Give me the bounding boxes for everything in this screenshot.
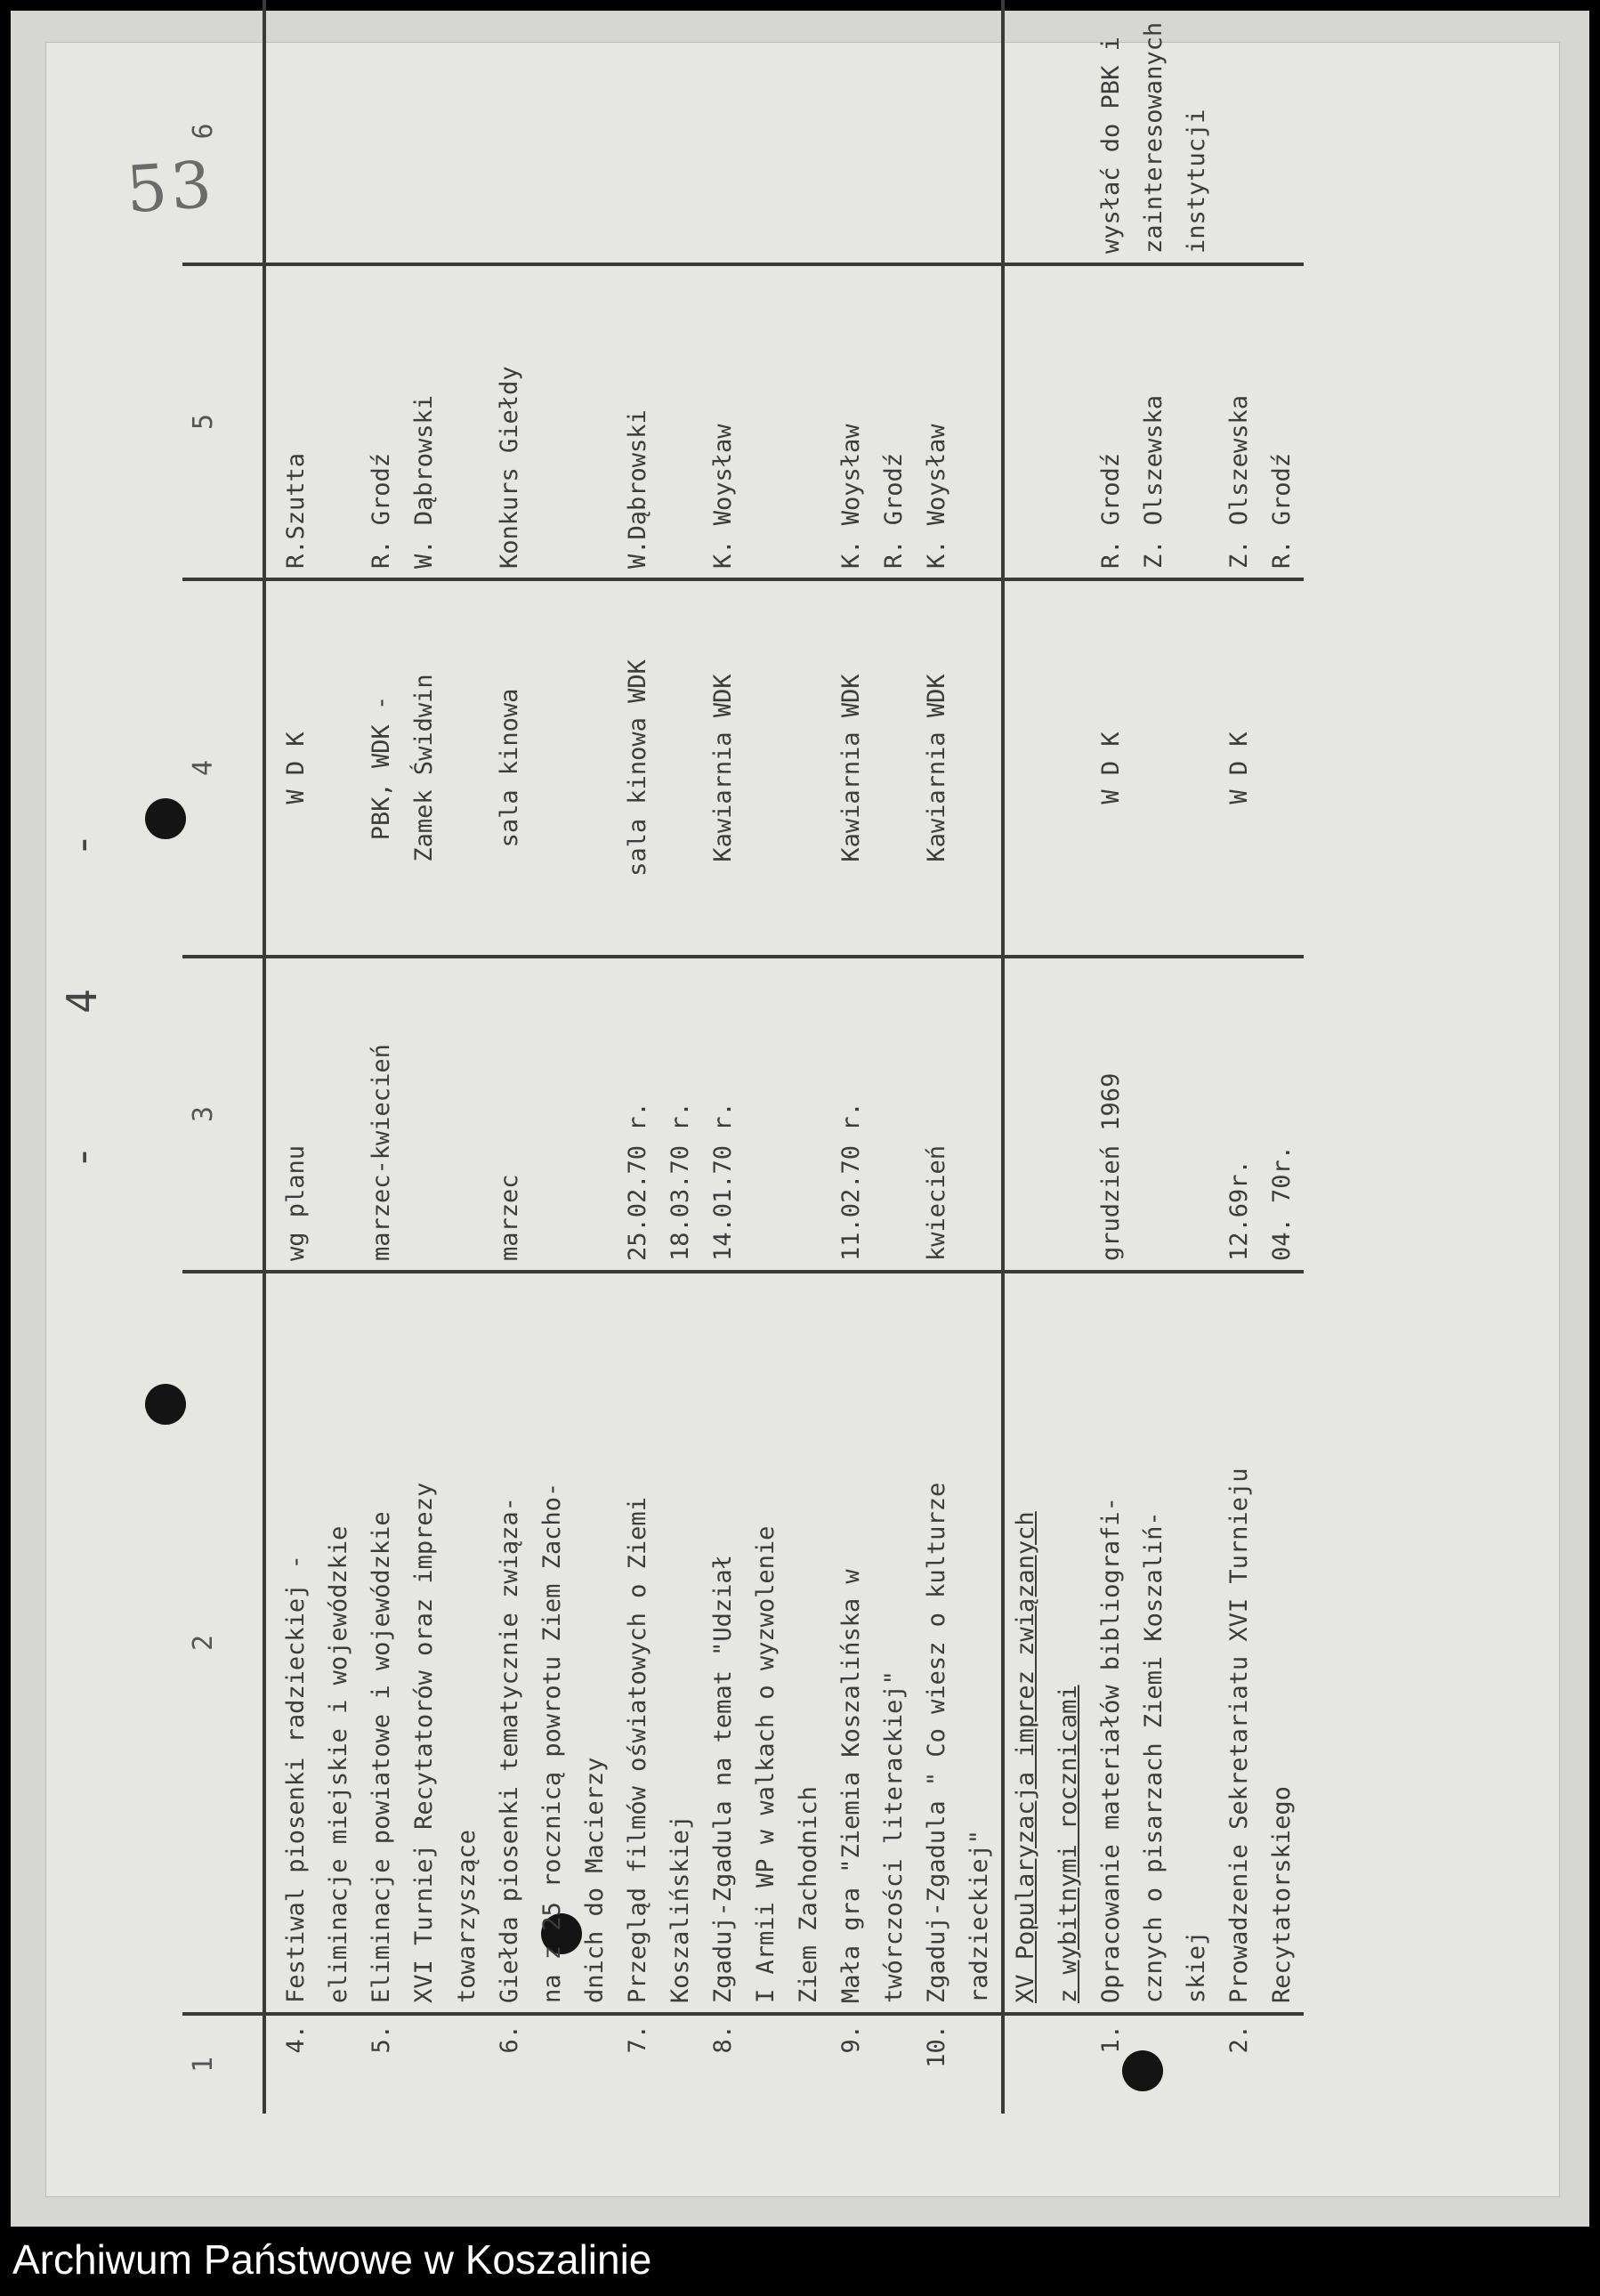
cell-line: Z. Olszewska — [1140, 394, 1168, 569]
cell-notes — [617, 0, 702, 264]
cell-place — [1090, 579, 1218, 957]
cell-notes — [916, 0, 1003, 264]
cell-line: Recytatorskiego — [1268, 1786, 1296, 2003]
cell-line: wg planu — [282, 1144, 310, 1261]
cell-no: 1. — [1090, 2014, 1218, 2114]
cell-no: 9. — [830, 2014, 916, 2114]
cell-desc — [916, 1272, 1003, 2014]
cell-date — [275, 957, 360, 1272]
table-row — [617, 0, 702, 2114]
cell-line: kwiecień — [923, 1144, 950, 1261]
cell-desc — [1090, 1272, 1218, 2014]
cell-line: W D K — [282, 732, 310, 804]
column-header: 6 — [182, 0, 264, 264]
cell-date — [360, 957, 489, 1272]
cell-line: dnich do Macierzy — [581, 1757, 609, 2003]
cell-line: Festiwal piosenki radzieckiej - — [282, 1555, 310, 2003]
handwritten-page-number: 53 — [124, 146, 218, 228]
cell-line: grudzień 1969 — [1097, 1072, 1125, 1261]
cell-line: Kawiarnia WDK — [837, 674, 865, 862]
table-row — [702, 0, 830, 2114]
cell-line: Kawiarnia WDK — [923, 674, 950, 862]
cell-line: marzec — [496, 1174, 523, 1261]
document-heading: - 4 - — [58, 779, 106, 1170]
cell-resp — [702, 264, 830, 579]
cell-line: W. Dąbrowski — [410, 394, 438, 569]
column-header: 1 — [182, 2014, 264, 2114]
cell-line: 12.69r. — [1225, 1160, 1253, 1261]
cell-resp — [360, 264, 489, 579]
cell-notes — [489, 0, 617, 264]
cell-line: twórczości literackiej" — [880, 1670, 908, 2003]
cell-line: K. Woysław — [709, 424, 737, 569]
cell-notes — [830, 0, 916, 264]
cell-line: PBK, WDK - — [368, 695, 395, 841]
cell-notes — [360, 0, 489, 264]
table-header-row — [182, 0, 264, 2114]
cell-line: Prowadzenie Sekretariatu XVI Turnieju — [1225, 1467, 1253, 2003]
cell-line: XVI Turniej Recytatorów oraz imprezy — [410, 1482, 438, 2003]
cell-desc — [489, 1272, 617, 2014]
cell-line: R. Grodź — [368, 452, 395, 569]
cell-line: Kawiarnia WDK — [709, 674, 737, 862]
cell-line: Opracowanie materiałów bibliografi- — [1097, 1497, 1125, 2003]
column-header: 4 — [182, 579, 264, 957]
column-header: 5 — [182, 264, 264, 579]
cell-desc — [702, 1272, 830, 2014]
cell-date — [617, 957, 702, 1272]
cell-notes — [1218, 0, 1304, 264]
cell-line: R. Grodź — [880, 452, 908, 569]
cell-line: Giełda piosenki tematycznie związa- — [496, 1497, 523, 2003]
cell-date — [1090, 957, 1218, 1272]
cell-line: R. Grodź — [1268, 452, 1296, 569]
cell-line: Eliminacje powiatowe i wojewódzkie — [368, 1511, 395, 2003]
cell-date — [916, 957, 1003, 1272]
cell-line: K. Woysław — [837, 424, 865, 569]
cell-no: 7. — [617, 2014, 702, 2114]
cell-no: 10. — [916, 2014, 1003, 2114]
cell-desc — [275, 1272, 360, 2014]
cell-line: Zgaduj-Zgadula na temat "Udział — [709, 1555, 737, 2003]
cell-notes — [275, 0, 360, 264]
cell-place — [275, 579, 360, 957]
cell-desc — [830, 1272, 916, 2014]
cell-line: 14.01.70 r. — [709, 1102, 737, 1261]
cell-date — [702, 957, 830, 1272]
cell-line: 25.02.70 r. — [624, 1102, 651, 1261]
cell-place — [360, 579, 489, 957]
cell-line: Przegląd filmów oświatowych o Ziemi — [624, 1497, 651, 2003]
cell-line: Zgaduj-Zgadula " Co wiesz o kulturze — [923, 1482, 950, 2003]
cell-place — [830, 579, 916, 957]
plan-table — [182, 0, 1304, 2114]
cell-no: 4. — [275, 2014, 360, 2114]
cell-line: 11.02.70 r. — [837, 1102, 865, 1261]
cell-line: marzec-kwiecień — [368, 1044, 395, 1261]
cell-line: wysłać do PBK i — [1097, 36, 1125, 254]
archive-label: Archiwum Państwowe w Koszalinie — [12, 2236, 652, 2283]
cell-date — [1218, 957, 1304, 1272]
cell-line: Zamek Świdwin — [410, 674, 438, 862]
section-title-line: z wybitnymi rocznicami — [1055, 1685, 1082, 2003]
cell-line: na z 25 rocznicą powrotu Ziem Zacho- — [538, 1482, 566, 2003]
cell-place — [1218, 579, 1304, 957]
section-title-line: XV Popularyzacja imprez związanych — [1012, 1511, 1039, 2003]
cell-date — [830, 957, 916, 1272]
table-row — [1090, 0, 1218, 2114]
cell-resp — [830, 264, 916, 579]
cell-line: 04. 70r. — [1268, 1144, 1296, 1261]
cell-no: 8. — [702, 2014, 830, 2114]
cell-no: 6. — [489, 2014, 617, 2114]
cell-line: K. Woysław — [923, 424, 950, 569]
cell-line: Z. Olszewska — [1225, 394, 1253, 569]
cell-line: zainteresowanych — [1140, 21, 1168, 254]
cell-notes — [1090, 0, 1218, 264]
cell-resp — [916, 264, 1003, 579]
cell-resp — [1218, 264, 1304, 579]
table-row — [916, 0, 1003, 2114]
cell-line: W D K — [1225, 732, 1253, 804]
cell-line: Koszalińskiej — [667, 1815, 694, 2003]
cell-no: 2. — [1218, 2014, 1304, 2114]
table-row — [360, 0, 489, 2114]
cell-place — [916, 579, 1003, 957]
cell-place — [617, 579, 702, 957]
cell-line: Konkurs Giełdy — [496, 366, 523, 569]
cell-line: skiej — [1183, 1930, 1210, 2003]
cell-line: eliminacje miejskie i wojewódzkie — [325, 1525, 352, 2003]
cell-notes — [702, 0, 830, 264]
cell-line: cznych o pisarzach Ziemi Koszaliń- — [1140, 1511, 1168, 2003]
cell-desc — [617, 1272, 702, 2014]
cell-line: radzieckiej" — [966, 1829, 993, 2003]
cell-line: sala kinowa — [496, 688, 523, 848]
column-header: 2 — [182, 1272, 264, 2014]
section-title — [1003, 1272, 1090, 2014]
cell-resp — [275, 264, 360, 579]
cell-resp — [617, 264, 702, 579]
cell-line: R.Szutta — [282, 452, 310, 569]
cell-line: sala kinowa WDK — [624, 659, 651, 877]
cell-line: W D K — [1097, 732, 1125, 804]
cell-desc — [360, 1272, 489, 2014]
row-spacer — [264, 0, 275, 2114]
cell-no: 5. — [360, 2014, 489, 2114]
column-header: 3 — [182, 957, 264, 1272]
cell-date — [489, 957, 617, 1272]
cell-line: instytucji — [1183, 109, 1210, 254]
table-row — [1218, 0, 1304, 2114]
cell-place — [489, 579, 617, 957]
cell-resp — [489, 264, 617, 579]
cell-line: towarzyszące — [453, 1829, 481, 2003]
cell-place — [702, 579, 830, 957]
cell-line: Mała gra "Ziemia Koszalińska w — [837, 1569, 865, 2003]
cell-line: I Armii WP w walkach o wyzwolenie — [752, 1525, 780, 2003]
cell-resp — [1090, 264, 1218, 579]
table-row — [830, 0, 916, 2114]
cell-desc — [1218, 1272, 1304, 2014]
cell-line: Ziem Zachodnich — [795, 1786, 822, 2003]
punch-hole — [145, 798, 186, 839]
table-row — [489, 0, 617, 2114]
punch-hole — [145, 1384, 186, 1425]
cell-line: R. Grodź — [1097, 452, 1125, 569]
cell-line: 18.03.70 r. — [667, 1102, 694, 1261]
cell-line: W.Dąbrowski — [624, 409, 651, 569]
table-row — [275, 0, 360, 2114]
section-title-row — [1003, 0, 1090, 2114]
